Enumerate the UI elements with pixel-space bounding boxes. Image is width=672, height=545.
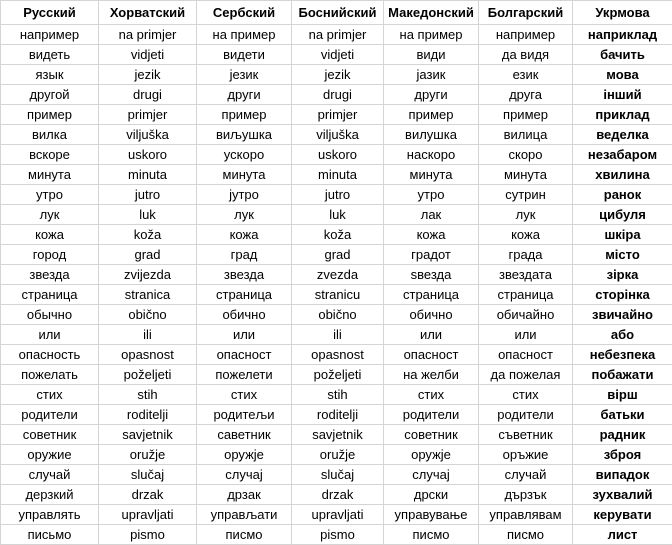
cell-croatian[interactable]: viljuška bbox=[99, 125, 197, 145]
cell-ukrainian[interactable]: незабаром bbox=[573, 145, 672, 165]
cell-bulgarian[interactable]: родители bbox=[479, 405, 573, 425]
cell-serbian[interactable]: обично bbox=[197, 305, 292, 325]
cell-bosnian[interactable]: viljuška bbox=[292, 125, 384, 145]
cell-russian[interactable]: например bbox=[1, 25, 99, 45]
cell-bulgarian[interactable]: града bbox=[479, 245, 573, 265]
table-row bbox=[1, 45, 672, 65]
cell-russian[interactable]: язык bbox=[1, 65, 99, 85]
cell-bosnian[interactable]: drugi bbox=[292, 85, 384, 105]
cell-bosnian[interactable]: upravljati bbox=[292, 505, 384, 525]
cell-croatian[interactable]: uskoro bbox=[99, 145, 197, 165]
cell-serbian[interactable]: лук bbox=[197, 205, 292, 225]
cell-bosnian[interactable]: luk bbox=[292, 205, 384, 225]
cell-croatian[interactable]: opasnost bbox=[99, 345, 197, 365]
cell-croatian[interactable]: vidjeti bbox=[99, 45, 197, 65]
cell-macedonian[interactable]: опасност bbox=[384, 345, 479, 365]
table-row bbox=[1, 385, 672, 405]
cell-russian[interactable]: кожа bbox=[1, 225, 99, 245]
cell-ukrainian[interactable]: побажати bbox=[573, 365, 672, 385]
cell-croatian[interactable]: poželjeti bbox=[99, 365, 197, 385]
cell-bulgarian[interactable]: звездата bbox=[479, 265, 573, 285]
table-row bbox=[1, 185, 672, 205]
cell-serbian[interactable]: страница bbox=[197, 285, 292, 305]
cell-ukrainian[interactable]: шкіра bbox=[573, 225, 672, 245]
cell-croatian[interactable]: grad bbox=[99, 245, 197, 265]
cell-bosnian[interactable]: opasnost bbox=[292, 345, 384, 365]
cell-russian[interactable]: минута bbox=[1, 165, 99, 185]
table-row bbox=[1, 305, 672, 325]
cell-russian[interactable]: управлять bbox=[1, 505, 99, 525]
header-cell-bulgarian[interactable]: Болгарский bbox=[479, 1, 573, 25]
cell-bosnian[interactable]: roditelji bbox=[292, 405, 384, 425]
cell-serbian[interactable]: или bbox=[197, 325, 292, 345]
cell-bosnian[interactable]: zvezda bbox=[292, 265, 384, 285]
cell-bosnian[interactable]: ili bbox=[292, 325, 384, 345]
cell-macedonian[interactable]: советник bbox=[384, 425, 479, 445]
cell-croatian[interactable]: stranica bbox=[99, 285, 197, 305]
cell-ukrainian[interactable]: хвилина bbox=[573, 165, 672, 185]
header-cell-macedonian[interactable]: Македонский bbox=[384, 1, 479, 25]
cell-ukrainian[interactable]: сторінка bbox=[573, 285, 672, 305]
cell-ukrainian[interactable]: мова bbox=[573, 65, 672, 85]
cell-russian[interactable]: вилка bbox=[1, 125, 99, 145]
cell-ukrainian[interactable]: небезпека bbox=[573, 345, 672, 365]
cell-ukrainian[interactable]: приклад bbox=[573, 105, 672, 125]
cell-russian[interactable]: другой bbox=[1, 85, 99, 105]
cell-macedonian[interactable]: оружје bbox=[384, 445, 479, 465]
cell-bosnian[interactable]: vidjeti bbox=[292, 45, 384, 65]
table-row bbox=[1, 165, 672, 185]
cell-serbian[interactable]: звезда bbox=[197, 265, 292, 285]
table-header bbox=[1, 1, 672, 25]
cell-bulgarian[interactable]: скоро bbox=[479, 145, 573, 165]
table-row bbox=[1, 265, 672, 285]
cell-croatian[interactable]: drzak bbox=[99, 485, 197, 505]
cell-russian[interactable]: город bbox=[1, 245, 99, 265]
cell-macedonian[interactable]: утро bbox=[384, 185, 479, 205]
cell-macedonian[interactable]: јазик bbox=[384, 65, 479, 85]
cell-serbian[interactable]: минута bbox=[197, 165, 292, 185]
cell-bosnian[interactable]: stih bbox=[292, 385, 384, 405]
header-row bbox=[1, 1, 672, 25]
cell-bosnian[interactable]: pismo bbox=[292, 525, 384, 545]
cell-ukrainian[interactable]: зброя bbox=[573, 445, 672, 465]
cell-serbian[interactable]: град bbox=[197, 245, 292, 265]
cell-macedonian[interactable]: ѕвезда bbox=[384, 265, 479, 285]
cell-russian[interactable]: случай bbox=[1, 465, 99, 485]
cell-croatian[interactable]: pismo bbox=[99, 525, 197, 545]
cell-bulgarian[interactable]: или bbox=[479, 325, 573, 345]
cell-macedonian[interactable]: други bbox=[384, 85, 479, 105]
cell-russian[interactable]: вскоре bbox=[1, 145, 99, 165]
header-cell-ukrainian[interactable]: Укрмова bbox=[573, 1, 672, 25]
cell-russian[interactable]: утро bbox=[1, 185, 99, 205]
cell-russian[interactable]: пожелать bbox=[1, 365, 99, 385]
cell-bosnian[interactable]: stranicu bbox=[292, 285, 384, 305]
cell-russian[interactable]: или bbox=[1, 325, 99, 345]
cell-serbian[interactable]: ускоро bbox=[197, 145, 292, 165]
table-row bbox=[1, 145, 672, 165]
cell-croatian[interactable]: minuta bbox=[99, 165, 197, 185]
cell-ukrainian[interactable]: місто bbox=[573, 245, 672, 265]
cell-bosnian[interactable]: koža bbox=[292, 225, 384, 245]
cell-serbian[interactable]: стих bbox=[197, 385, 292, 405]
cell-croatian[interactable]: oružje bbox=[99, 445, 197, 465]
cell-croatian[interactable]: koža bbox=[99, 225, 197, 245]
cell-bulgarian[interactable]: минута bbox=[479, 165, 573, 185]
cell-bulgarian[interactable]: лук bbox=[479, 205, 573, 225]
cell-bulgarian[interactable]: да пожелая bbox=[479, 365, 573, 385]
cell-bulgarian[interactable]: съветник bbox=[479, 425, 573, 445]
cell-bosnian[interactable]: jutro bbox=[292, 185, 384, 205]
cell-croatian[interactable]: slučaj bbox=[99, 465, 197, 485]
cell-bulgarian[interactable]: език bbox=[479, 65, 573, 85]
cell-bosnian[interactable]: primjer bbox=[292, 105, 384, 125]
table-row bbox=[1, 525, 672, 545]
cell-bosnian[interactable]: jezik bbox=[292, 65, 384, 85]
cell-bulgarian[interactable]: страница bbox=[479, 285, 573, 305]
table-row bbox=[1, 445, 672, 465]
cell-ukrainian[interactable]: вірш bbox=[573, 385, 672, 405]
cell-macedonian[interactable]: стих bbox=[384, 385, 479, 405]
cell-bosnian[interactable]: na primjer bbox=[292, 25, 384, 45]
cell-ukrainian[interactable]: ранок bbox=[573, 185, 672, 205]
table-row bbox=[1, 405, 672, 425]
cell-macedonian[interactable]: лак bbox=[384, 205, 479, 225]
cell-bulgarian[interactable]: вилица bbox=[479, 125, 573, 145]
cell-macedonian[interactable]: градот bbox=[384, 245, 479, 265]
header-cell-bosnian[interactable]: Боснийский bbox=[292, 1, 384, 25]
cell-ukrainian[interactable]: радник bbox=[573, 425, 672, 445]
cell-serbian[interactable]: пожелети bbox=[197, 365, 292, 385]
table-row bbox=[1, 85, 672, 105]
table-row bbox=[1, 345, 672, 365]
cell-macedonian[interactable]: обично bbox=[384, 305, 479, 325]
cell-macedonian[interactable]: види bbox=[384, 45, 479, 65]
cell-croatian[interactable]: ili bbox=[99, 325, 197, 345]
cell-russian[interactable]: лук bbox=[1, 205, 99, 225]
cell-croatian[interactable]: zvijezda bbox=[99, 265, 197, 285]
cell-bosnian[interactable]: slučaj bbox=[292, 465, 384, 485]
cell-bulgarian[interactable]: управлявам bbox=[479, 505, 573, 525]
cell-macedonian[interactable]: страница bbox=[384, 285, 479, 305]
cell-russian[interactable]: родители bbox=[1, 405, 99, 425]
table-row bbox=[1, 465, 672, 485]
cell-serbian[interactable]: оружје bbox=[197, 445, 292, 465]
cell-croatian[interactable]: roditelji bbox=[99, 405, 197, 425]
cell-bosnian[interactable]: oružje bbox=[292, 445, 384, 465]
cell-ukrainian[interactable]: батьки bbox=[573, 405, 672, 425]
cell-serbian[interactable]: родитељи bbox=[197, 405, 292, 425]
cell-serbian[interactable]: кожа bbox=[197, 225, 292, 245]
cell-russian[interactable]: страница bbox=[1, 285, 99, 305]
cell-macedonian[interactable]: или bbox=[384, 325, 479, 345]
cell-serbian[interactable]: управљати bbox=[197, 505, 292, 525]
cell-bulgarian[interactable]: оръжие bbox=[479, 445, 573, 465]
cell-serbian[interactable]: опасност bbox=[197, 345, 292, 365]
cell-ukrainian[interactable]: бачить bbox=[573, 45, 672, 65]
cell-bosnian[interactable]: savjetnik bbox=[292, 425, 384, 445]
cell-russian[interactable]: обычно bbox=[1, 305, 99, 325]
cell-ukrainian[interactable]: або bbox=[573, 325, 672, 345]
cell-croatian[interactable]: drugi bbox=[99, 85, 197, 105]
table-row bbox=[1, 105, 672, 125]
header-cell-serbian[interactable]: Сербский bbox=[197, 1, 292, 25]
cell-bulgarian[interactable]: обичайно bbox=[479, 305, 573, 325]
cell-serbian[interactable]: језик bbox=[197, 65, 292, 85]
cell-serbian[interactable]: писмо bbox=[197, 525, 292, 545]
cell-russian[interactable]: советник bbox=[1, 425, 99, 445]
cell-bosnian[interactable]: grad bbox=[292, 245, 384, 265]
table-row bbox=[1, 245, 672, 265]
cell-serbian[interactable]: видети bbox=[197, 45, 292, 65]
cell-russian[interactable]: стих bbox=[1, 385, 99, 405]
cell-russian[interactable]: письмо bbox=[1, 525, 99, 545]
cell-russian[interactable]: видеть bbox=[1, 45, 99, 65]
table-row bbox=[1, 205, 672, 225]
cell-ukrainian[interactable]: інший bbox=[573, 85, 672, 105]
cell-russian[interactable]: опасность bbox=[1, 345, 99, 365]
cell-ukrainian[interactable]: керувати bbox=[573, 505, 672, 525]
cell-russian[interactable]: оружие bbox=[1, 445, 99, 465]
table-row bbox=[1, 65, 672, 85]
cell-bulgarian[interactable]: например bbox=[479, 25, 573, 45]
cell-russian[interactable]: звезда bbox=[1, 265, 99, 285]
cell-macedonian[interactable]: вилушка bbox=[384, 125, 479, 145]
table-row bbox=[1, 365, 672, 385]
cell-bosnian[interactable]: poželjeti bbox=[292, 365, 384, 385]
cell-bosnian[interactable]: minuta bbox=[292, 165, 384, 185]
cell-ukrainian[interactable]: випадок bbox=[573, 465, 672, 485]
cell-croatian[interactable]: savjetnik bbox=[99, 425, 197, 445]
cell-bulgarian[interactable]: случай bbox=[479, 465, 573, 485]
cell-ukrainian[interactable]: наприклад bbox=[573, 25, 672, 45]
table-row bbox=[1, 425, 672, 445]
table-row bbox=[1, 485, 672, 505]
cell-macedonian[interactable]: родители bbox=[384, 405, 479, 425]
cell-macedonian[interactable]: писмо bbox=[384, 525, 479, 545]
cell-ukrainian[interactable]: звичайно bbox=[573, 305, 672, 325]
table-body bbox=[1, 25, 672, 545]
cell-croatian[interactable]: upravljati bbox=[99, 505, 197, 525]
cell-serbian[interactable]: други bbox=[197, 85, 292, 105]
cell-croatian[interactable]: luk bbox=[99, 205, 197, 225]
cell-macedonian[interactable]: случај bbox=[384, 465, 479, 485]
cell-macedonian[interactable]: дрски bbox=[384, 485, 479, 505]
cell-bosnian[interactable]: uskoro bbox=[292, 145, 384, 165]
cell-ukrainian[interactable]: цибуля bbox=[573, 205, 672, 225]
cell-serbian[interactable]: јутро bbox=[197, 185, 292, 205]
cell-russian[interactable]: дерзкий bbox=[1, 485, 99, 505]
cell-macedonian[interactable]: наскоро bbox=[384, 145, 479, 165]
cell-ukrainian[interactable]: зірка bbox=[573, 265, 672, 285]
cell-ukrainian[interactable]: зухвалий bbox=[573, 485, 672, 505]
table-row bbox=[1, 325, 672, 345]
table-row bbox=[1, 285, 672, 305]
cell-macedonian[interactable]: минута bbox=[384, 165, 479, 185]
cell-russian[interactable]: пример bbox=[1, 105, 99, 125]
table-row bbox=[1, 225, 672, 245]
cell-croatian[interactable]: jutro bbox=[99, 185, 197, 205]
cell-macedonian[interactable]: пример bbox=[384, 105, 479, 125]
table-row bbox=[1, 505, 672, 525]
cell-serbian[interactable]: пример bbox=[197, 105, 292, 125]
cell-bulgarian[interactable]: да видя bbox=[479, 45, 573, 65]
cell-croatian[interactable]: stih bbox=[99, 385, 197, 405]
cell-bosnian[interactable]: obično bbox=[292, 305, 384, 325]
cell-croatian[interactable]: na primjer bbox=[99, 25, 197, 45]
cell-macedonian[interactable]: управување bbox=[384, 505, 479, 525]
cell-bulgarian[interactable]: пример bbox=[479, 105, 573, 125]
cell-bulgarian[interactable]: опасност bbox=[479, 345, 573, 365]
cell-ukrainian[interactable]: веделка bbox=[573, 125, 672, 145]
table-row bbox=[1, 25, 672, 45]
cell-serbian[interactable]: саветник bbox=[197, 425, 292, 445]
cell-bulgarian[interactable]: друга bbox=[479, 85, 573, 105]
cell-ukrainian[interactable]: лист bbox=[573, 525, 672, 545]
table-row bbox=[1, 125, 672, 145]
cell-serbian[interactable]: дрзак bbox=[197, 485, 292, 505]
cell-macedonian[interactable]: кожа bbox=[384, 225, 479, 245]
header-cell-croatian[interactable]: Хорватский bbox=[99, 1, 197, 25]
cell-serbian[interactable]: виљушка bbox=[197, 125, 292, 145]
cell-bosnian[interactable]: drzak bbox=[292, 485, 384, 505]
cell-serbian[interactable]: случај bbox=[197, 465, 292, 485]
cell-croatian[interactable]: primjer bbox=[99, 105, 197, 125]
cell-croatian[interactable]: obično bbox=[99, 305, 197, 325]
cell-croatian[interactable]: jezik bbox=[99, 65, 197, 85]
header-cell-russian[interactable]: Русский bbox=[1, 1, 99, 25]
cell-bulgarian[interactable]: сутрин bbox=[479, 185, 573, 205]
cell-bulgarian[interactable]: дързък bbox=[479, 485, 573, 505]
cell-macedonian[interactable]: на желби bbox=[384, 365, 479, 385]
cell-macedonian[interactable]: на пример bbox=[384, 25, 479, 45]
cell-bulgarian[interactable]: писмо bbox=[479, 525, 573, 545]
cell-serbian[interactable]: на пример bbox=[197, 25, 292, 45]
cell-bulgarian[interactable]: стих bbox=[479, 385, 573, 405]
cell-bulgarian[interactable]: кожа bbox=[479, 225, 573, 245]
